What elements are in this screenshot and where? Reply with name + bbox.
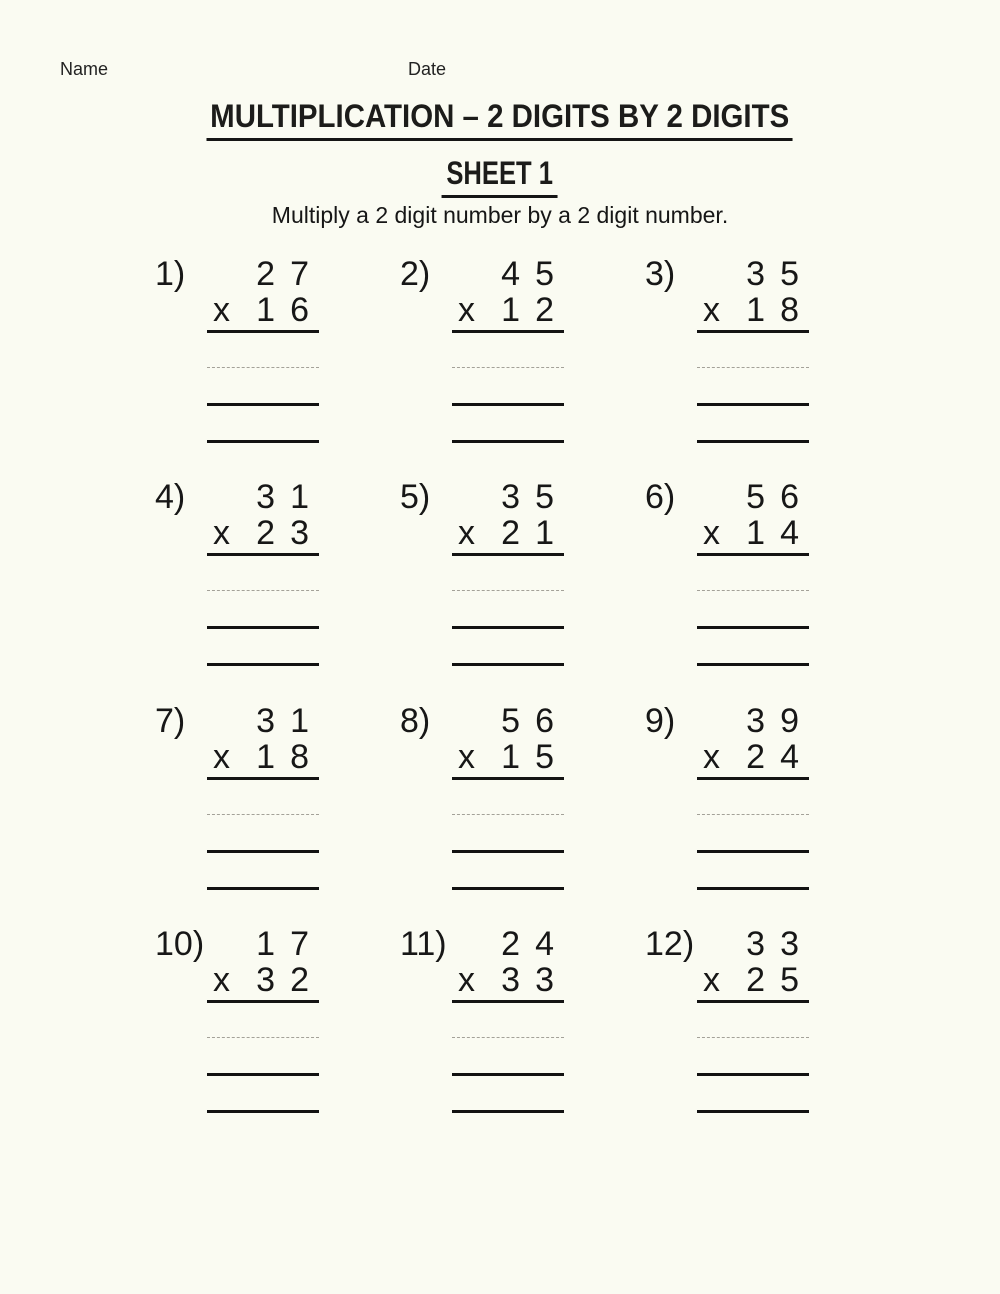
partial-product-line [452, 850, 564, 853]
partial-product-line [697, 403, 809, 406]
partial-product-line [697, 626, 809, 629]
problem [645, 926, 809, 1113]
carry-guide-line [452, 367, 564, 368]
multiplicand-digit-ones: 5 [535, 255, 554, 293]
multiplicand-row [207, 256, 319, 292]
multiplier-row [207, 739, 319, 780]
multiply-sign: x [703, 291, 720, 329]
problem-body [452, 703, 564, 890]
multiplier-digit-ones: 4 [780, 514, 799, 552]
answer-line [207, 887, 319, 890]
problem [400, 926, 564, 1113]
multiplier-row [207, 515, 319, 556]
multiply-sign: x [458, 738, 475, 776]
multiplicand-digit-ones: 1 [290, 478, 309, 516]
multiplier-digit-tens: 1 [501, 291, 521, 329]
multiplicand-digit-tens: 3 [746, 702, 766, 740]
multiplicand-digit-ones: 1 [290, 702, 309, 740]
problem [645, 479, 809, 666]
carry-guide-line [452, 590, 564, 591]
multiply-sign: x [703, 738, 720, 776]
multiplicand-digit-tens: 3 [746, 925, 766, 963]
multiplier-digit-tens: 2 [501, 514, 521, 552]
multiplier-digit-tens: 1 [256, 291, 276, 329]
multiplicand-digit-tens: 5 [746, 478, 766, 516]
partial-product-line [452, 403, 564, 406]
carry-guide-line [697, 1037, 809, 1038]
partial-product-line [697, 850, 809, 853]
carry-guide-line [207, 1037, 319, 1038]
carry-guide-line [207, 814, 319, 815]
multiplicand-digit-tens: 2 [501, 925, 521, 963]
answer-line [452, 663, 564, 666]
answer-line [452, 887, 564, 890]
problem [645, 256, 809, 443]
multiplicand-digit-tens: 5 [501, 702, 521, 740]
partial-product-line [207, 850, 319, 853]
multiplicand-digit-tens: 3 [256, 702, 276, 740]
problem-body [207, 703, 319, 890]
multiplier-digit-tens: 2 [746, 738, 766, 776]
problem-row [0, 479, 1000, 666]
problem [645, 703, 809, 890]
answer-line [207, 440, 319, 443]
multiplier-digit-tens: 3 [501, 961, 521, 999]
multiplicand-digit-tens: 1 [256, 925, 276, 963]
multiplicand-row [697, 703, 809, 739]
multiplier-digit-ones: 3 [290, 514, 309, 552]
carry-guide-line [697, 814, 809, 815]
multiplicand-row [207, 926, 319, 962]
problem [155, 256, 319, 443]
multiplicand-row [452, 479, 564, 515]
carry-guide-line [697, 590, 809, 591]
problem [400, 479, 564, 666]
multiplier-row [452, 515, 564, 556]
multiplier-digit-tens: 1 [746, 291, 766, 329]
multiplier-row [452, 292, 564, 333]
multiplier-digit-ones: 1 [535, 514, 554, 552]
problem-row [0, 703, 1000, 890]
multiplier-row [452, 962, 564, 1003]
multiply-sign: x [458, 514, 475, 552]
multiplier-digit-ones: 8 [290, 738, 309, 776]
problem-number: 8) [400, 702, 431, 740]
carry-guide-line [207, 367, 319, 368]
partial-product-line [452, 626, 564, 629]
problem-body [452, 479, 564, 666]
partial-product-line [452, 1073, 564, 1076]
problem [400, 703, 564, 890]
multiplier-row [207, 292, 319, 333]
problem-number: 9) [645, 702, 676, 740]
multiplicand-digit-tens: 2 [256, 255, 276, 293]
answer-line [207, 1110, 319, 1113]
multiply-sign: x [458, 291, 475, 329]
carry-guide-line [697, 367, 809, 368]
multiplier-digit-ones: 5 [535, 738, 554, 776]
problem [400, 256, 564, 443]
multiplicand-digit-ones: 4 [535, 925, 554, 963]
multiplicand-row [207, 703, 319, 739]
multiplicand-digit-ones: 9 [780, 702, 799, 740]
multiplier-digit-tens: 2 [746, 961, 766, 999]
multiplicand-row [452, 703, 564, 739]
multiplicand-digit-ones: 5 [780, 255, 799, 293]
multiplicand-digit-ones: 3 [780, 925, 799, 963]
multiplier-row [697, 962, 809, 1003]
multiply-sign: x [703, 961, 720, 999]
multiplicand-digit-ones: 6 [780, 478, 799, 516]
carry-guide-line [207, 590, 319, 591]
multiplier-digit-ones: 3 [535, 961, 554, 999]
multiplier-digit-tens: 1 [256, 738, 276, 776]
answer-line [452, 1110, 564, 1113]
multiplicand-row [697, 256, 809, 292]
answer-line [697, 1110, 809, 1113]
problem-body [697, 703, 809, 890]
multiplier-digit-ones: 2 [535, 291, 554, 329]
partial-product-line [697, 1073, 809, 1076]
problem-body [697, 926, 809, 1113]
problem-number: 3) [645, 255, 676, 293]
multiplicand-digit-ones: 5 [535, 478, 554, 516]
worksheet-title: MULTIPLICATION – 2 DIGITS BY 2 DIGITS [207, 98, 793, 141]
multiplicand-digit-tens: 4 [501, 255, 521, 293]
multiply-sign: x [213, 291, 230, 329]
problem-number: 5) [400, 478, 431, 516]
problem-number: 10) [155, 925, 205, 963]
date-label: Date [408, 59, 447, 79]
instruction-text: Multiply a 2 digit number by a 2 digit number. [271, 202, 729, 228]
problem-number: 12) [645, 925, 695, 963]
problem-number: 1) [155, 255, 186, 293]
problem-body [207, 479, 319, 666]
answer-line [697, 663, 809, 666]
problem-number: 6) [645, 478, 676, 516]
problem-body [452, 256, 564, 443]
multiplicand-digit-tens: 3 [746, 255, 766, 293]
multiplier-row [207, 962, 319, 1003]
problem [155, 703, 319, 890]
sheet-number-title: SHEET 1 [442, 155, 558, 198]
multiplier-digit-tens: 2 [256, 514, 276, 552]
name-label: Name [60, 59, 109, 79]
multiply-sign: x [213, 738, 230, 776]
problem-number: 11) [400, 925, 447, 963]
multiplicand-row [452, 926, 564, 962]
problem-row [0, 256, 1000, 443]
answer-line [452, 440, 564, 443]
problem-body [207, 256, 319, 443]
partial-product-line [207, 1073, 319, 1076]
multiplier-digit-ones: 2 [290, 961, 309, 999]
answer-line [697, 440, 809, 443]
partial-product-line [207, 403, 319, 406]
problem-number: 7) [155, 702, 186, 740]
multiplicand-row [697, 926, 809, 962]
multiplier-digit-tens: 3 [256, 961, 276, 999]
multiplier-digit-ones: 6 [290, 291, 309, 329]
partial-product-line [207, 626, 319, 629]
multiplicand-digit-ones: 7 [290, 255, 309, 293]
multiply-sign: x [213, 514, 230, 552]
multiplicand-row [697, 479, 809, 515]
multiplicand-digit-ones: 7 [290, 925, 309, 963]
carry-guide-line [452, 814, 564, 815]
problem-body [452, 926, 564, 1113]
problem-body [207, 926, 319, 1113]
multiplier-row [697, 739, 809, 780]
multiplicand-row [452, 256, 564, 292]
problem-body [697, 479, 809, 666]
answer-line [207, 663, 319, 666]
problem [155, 479, 319, 666]
multiplier-digit-tens: 1 [746, 514, 766, 552]
problem-number: 4) [155, 478, 186, 516]
problem-row [0, 926, 1000, 1113]
multiplicand-digit-tens: 3 [501, 478, 521, 516]
multiply-sign: x [213, 961, 230, 999]
multiplicand-digit-ones: 6 [535, 702, 554, 740]
multiplier-digit-ones: 5 [780, 961, 799, 999]
multiplier-digit-tens: 1 [501, 738, 521, 776]
problem-body [697, 256, 809, 443]
multiply-sign: x [458, 961, 475, 999]
multiplicand-digit-tens: 3 [256, 478, 276, 516]
problem-number: 2) [400, 255, 431, 293]
answer-line [697, 887, 809, 890]
problem [155, 926, 319, 1113]
multiplier-row [697, 292, 809, 333]
multiply-sign: x [703, 514, 720, 552]
carry-guide-line [452, 1037, 564, 1038]
multiplier-row [452, 739, 564, 780]
multiplicand-row [207, 479, 319, 515]
multiplier-digit-ones: 8 [780, 291, 799, 329]
multiplier-digit-ones: 4 [780, 738, 799, 776]
multiplier-row [697, 515, 809, 556]
